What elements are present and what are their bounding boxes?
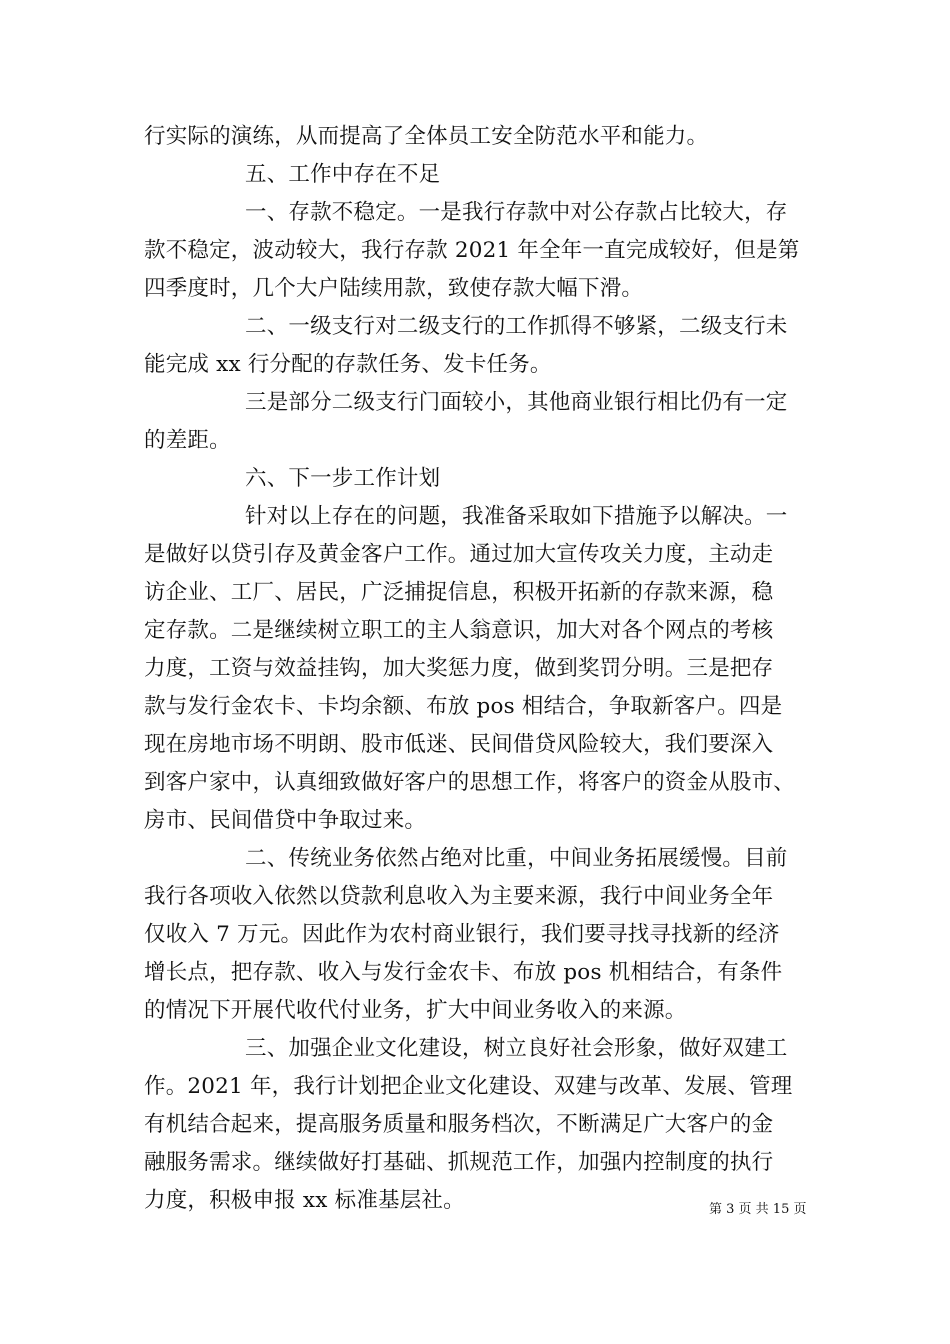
text-line: 能完成 xx 行分配的存款任务、发卡任务。 <box>144 352 552 377</box>
text-line: 房市、民间借贷中争取过来。 <box>144 808 427 833</box>
text-line: 作。2021 年，我行计划把企业文化建设、双建与改革、发展、管理 <box>144 1074 793 1099</box>
text-line: 行实际的演练，从而提高了全体员工安全防范水平和能力。 <box>144 124 709 149</box>
text-line: 二、一级支行对二级支行的工作抓得不够紧，二级支行未 <box>245 314 788 339</box>
text-line: 三是部分二级支行门面较小，其他商业银行相比仍有一定 <box>245 390 788 415</box>
text-line: 力度，积极申报 xx 标准基层社。 <box>144 1188 465 1213</box>
text-line: 款不稳定，波动较大，我行存款 2021 年全年一直完成较好，但是第 <box>144 238 800 263</box>
page-number: 第 3 页 共 15 页 <box>709 1202 807 1217</box>
text-line: 的情况下开展代收代付业务，扩大中间业务收入的来源。 <box>144 998 687 1023</box>
section-heading: 六、下一步工作计划 <box>245 466 441 491</box>
text-line: 三、加强企业文化建设，树立良好社会形象，做好双建工 <box>245 1036 788 1061</box>
text-line: 仅收入 7 万元。因此作为农村商业银行，我们要寻找寻找新的经济 <box>144 922 780 947</box>
text-line: 我行各项收入依然以贷款利息收入为主要来源，我行中间业务全年 <box>144 884 774 909</box>
text-line: 针对以上存在的问题，我准备采取如下措施予以解决。一 <box>245 504 788 529</box>
text-line: 四季度时，几个大户陆续用款，致使存款大幅下滑。 <box>144 276 644 301</box>
section-heading: 五、工作中存在不足 <box>245 162 441 187</box>
text-line: 一、存款不稳定。一是我行存款中对公存款占比较大，存 <box>245 200 788 225</box>
text-line: 现在房地市场不明朗、股市低迷、民间借贷风险较大，我们要深入 <box>144 732 774 757</box>
text-line: 的差距。 <box>144 428 231 453</box>
text-line: 访企业、工厂、居民，广泛捕捉信息，积极开拓新的存款来源，稳 <box>144 580 774 605</box>
text-line: 融服务需求。继续做好打基础、抓规范工作，加强内控制度的执行 <box>144 1150 774 1175</box>
text-line: 有机结合起来，提高服务质量和服务档次，不断满足广大客户的金 <box>144 1112 774 1137</box>
text-line: 到客户家中，认真细致做好客户的思想工作，将客户的资金从股市、 <box>144 770 796 795</box>
text-line: 款与发行金农卡、卡均余额、布放 pos 相结合，争取新客户。四是 <box>144 694 783 719</box>
text-line: 力度，工资与效益挂钩，加大奖惩力度，做到奖罚分明。三是把存 <box>144 656 774 681</box>
text-line: 定存款。二是继续树立职工的主人翁意识，加大对各个网点的考核 <box>144 618 774 643</box>
text-line: 二、传统业务依然占绝对比重，中间业务拓展缓慢。目前 <box>245 846 788 871</box>
text-line: 增长点，把存款、收入与发行金农卡、布放 pos 机相结合，有条件 <box>144 960 783 985</box>
text-line: 是做好以贷引存及黄金客户工作。通过加大宣传攻关力度，主动走 <box>144 542 774 567</box>
